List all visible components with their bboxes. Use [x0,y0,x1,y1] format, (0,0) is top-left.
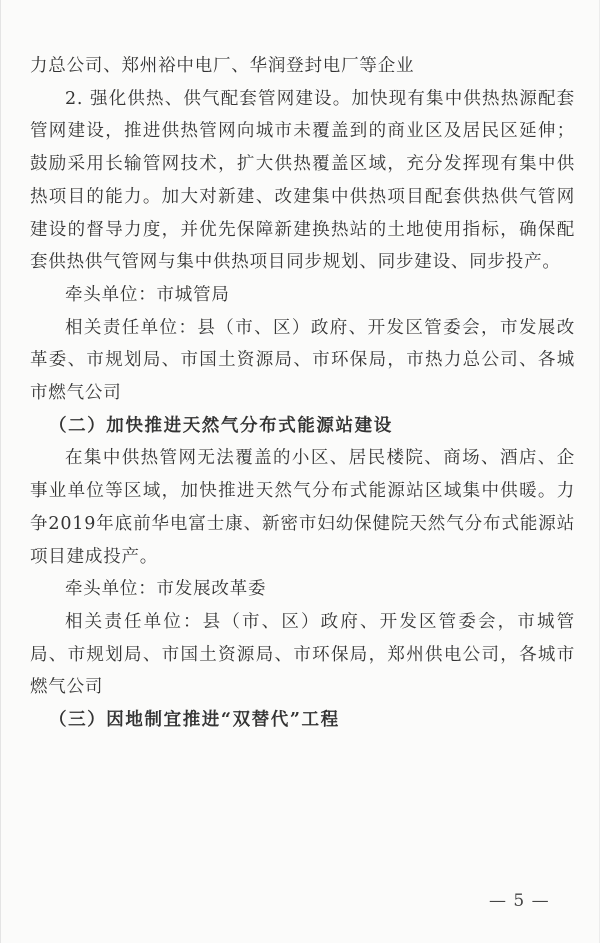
paragraph-continuation: 力总公司、郑州裕中电厂、华润登封电厂等企业 [30,56,415,76]
lead-unit-line: 牵头单位：市城管局 [65,284,230,305]
lead-unit-line: 牵头单位：市发展改革委 [65,579,267,600]
paragraph-gas-energy-stations: 在集中供热管网无法覆盖的小区、居民楼院、商场、酒店、企事业单位等区域，加快推进天然气分布式能源站区域集中供暖。力争2019年底前华电富士康、新密市妇幼保健院天然气分布式能源站项目建成投产。 [30,448,575,567]
related-units-paragraph: 相关责任单位：县（市、区）政府、开发区管委会，市城管局、市规划局、市国土资源局、市环保局，郑州供电公司，各城市燃气公司 [30,611,575,698]
section-heading-3: （三）因地制宜推进“双替代”工程 [49,710,340,731]
page-number: — 5 — [489,891,550,911]
paragraph-network-construction: 2. 强化供热、供气配套管网建设。加快现有集中供热热源配套管网建设，推进供热管网向城市未覆盖到的商业区及居民区延伸；鼓励采用长输管网技术，扩大供热覆盖区域，充分发挥现有集中供热项目的能力。加大对新建、改建集中供热项目配套供热供气管网建设的督导力度，并优先保障新建换热站的土地使用指标，确保配套供热供气管网与集中供热项目同步规划、同步建设、同步投产。 [30,88,575,273]
related-units-paragraph: 相关责任单位：县（市、区）政府、开发区管委会，市发展改革委、市规划局、市国土资源局、市环保局，市热力总公司、各城市燃气公司 [30,317,575,404]
document-body [30,50,575,737]
section-heading-2: （二）加快推进天然气分布式能源站建设 [49,415,393,436]
